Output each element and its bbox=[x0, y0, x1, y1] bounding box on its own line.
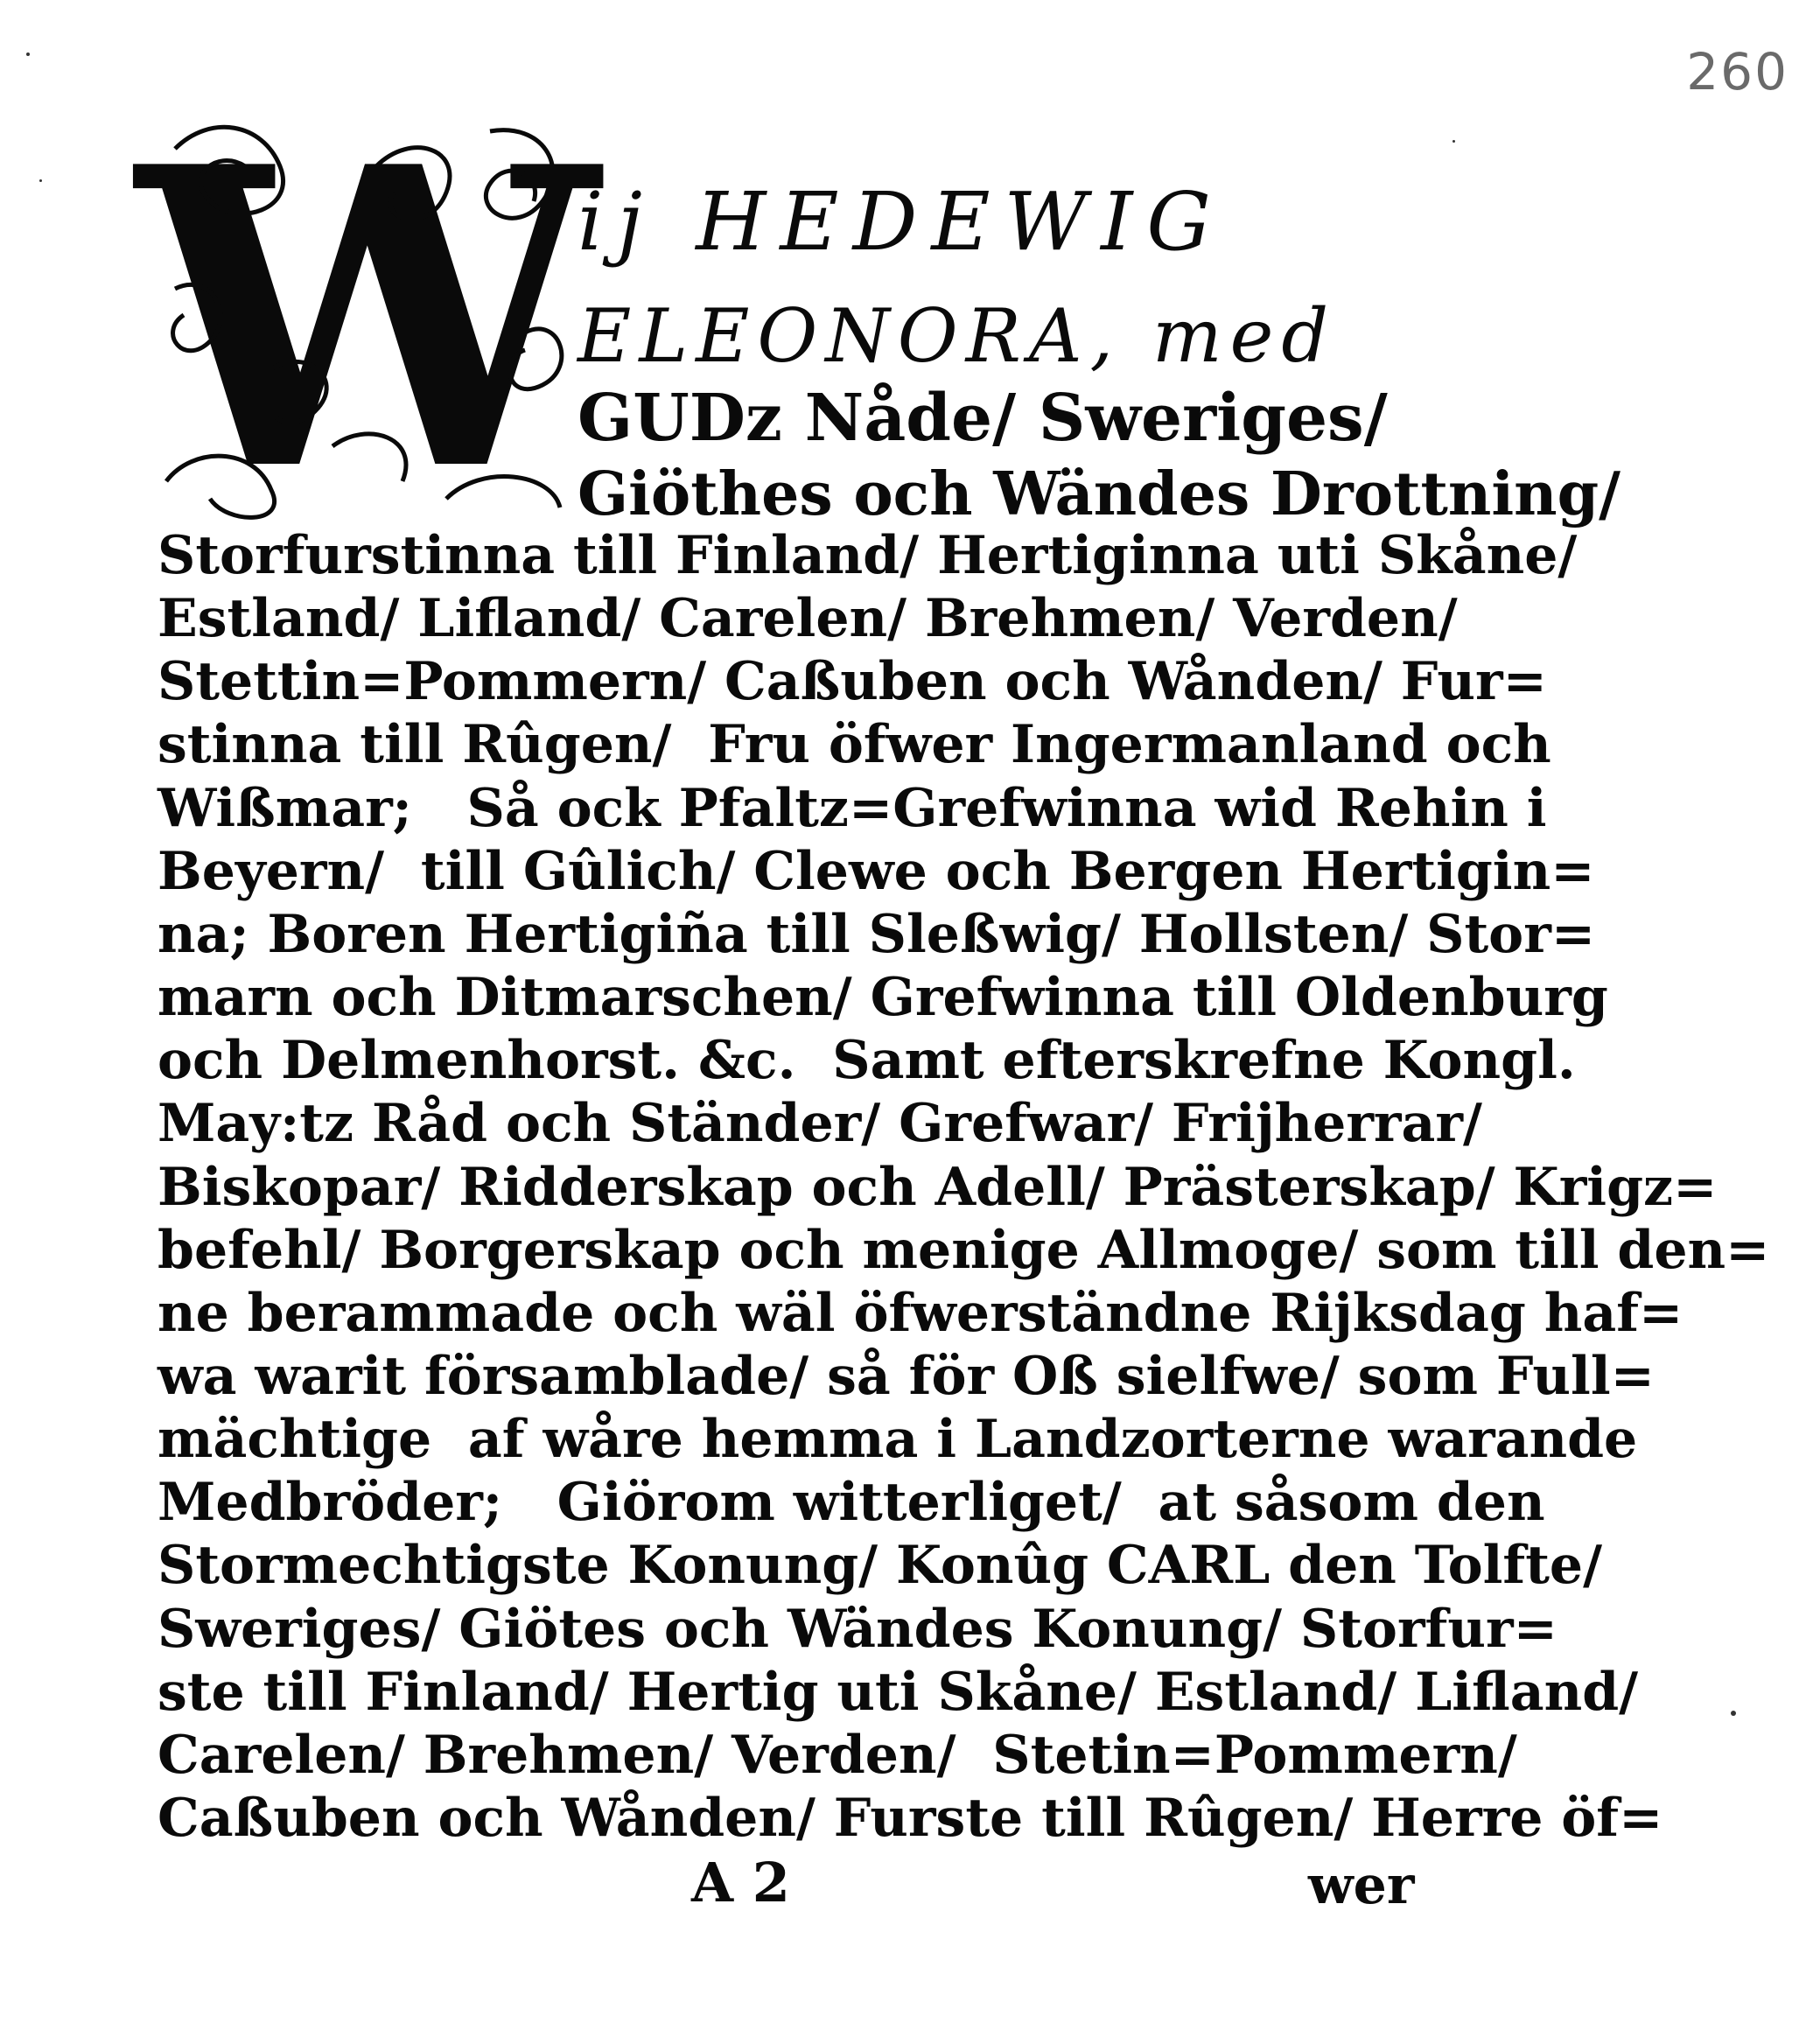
body-line: Carelen/ Brehmen/ Verden/ Stetin=Pommern/ bbox=[158, 1725, 1517, 1786]
body-line: na; Boren Hertigiña till Sleßwig/ Hollsten/ Stor= bbox=[158, 904, 1596, 965]
paper-speck bbox=[26, 52, 30, 56]
heading-line-3: GUDz Nåde/ Sweriges/ bbox=[578, 381, 1388, 456]
signature-mark: A 2 bbox=[691, 1851, 790, 1914]
paper-speck bbox=[1731, 1711, 1736, 1716]
heading-line-1: ij HEDEWIG bbox=[578, 175, 1225, 269]
flourish-ornament-icon bbox=[136, 78, 598, 561]
paper-speck bbox=[39, 179, 42, 182]
body-line: och Delmenhorst. &c. Samt efterskrefne Kongl. bbox=[158, 1030, 1576, 1091]
body-line: wa warit församblade/ så för Oß sielfwe/ som Full= bbox=[158, 1346, 1655, 1407]
folio-number: 260 bbox=[1686, 42, 1788, 102]
body-line: Beyern/ till Gûlich/ Clewe och Bergen Hertigin= bbox=[158, 841, 1595, 902]
body-line: mächtige af wåre hemma i Landzorterne warande bbox=[158, 1409, 1638, 1470]
body-line: ne berammade och wäl öfwerständne Rijksdag haf= bbox=[158, 1283, 1684, 1344]
heading-line-4: Giöthes och Wändes Drottning/ bbox=[578, 459, 1620, 529]
body-line: ste till Finland/ Hertig uti Skåne/ Estland/ Lifland/ bbox=[158, 1662, 1639, 1723]
decorated-initial bbox=[136, 78, 598, 561]
catchword: wer bbox=[1308, 1855, 1415, 1916]
body-line: Caßuben och Wånden/ Furste till Rûgen/ Herre öf= bbox=[158, 1788, 1663, 1849]
heading-line-2: ELEONORA, med bbox=[578, 293, 1337, 379]
body-line: Medbröder; Giörom witterliget/ at såsom den bbox=[158, 1472, 1545, 1533]
body-line: Stettin=Pommern/ Caßuben och Wånden/ Fur= bbox=[158, 651, 1547, 712]
body-line: Estland/ Lifland/ Carelen/ Brehmen/ Verden/ bbox=[158, 588, 1458, 649]
body-line: marn och Ditmarschen/ Grefwinna till Oldenburg bbox=[158, 967, 1608, 1028]
body-line: Biskopar/ Ridderskap och Adell/ Prästerskap/ Krigz= bbox=[158, 1157, 1718, 1218]
initial-letter: W bbox=[136, 78, 598, 561]
body-line: May:tz Råd och Ständer/ Grefwar/ Frijherrar/ bbox=[158, 1093, 1482, 1154]
body-line: Wißmar; Så ock Pfaltz=Grefwinna wid Rehin i bbox=[158, 778, 1547, 839]
paper-speck bbox=[1452, 140, 1455, 143]
body-line: Storfurstinna till Finland/ Hertiginna uti Skåne/ bbox=[158, 525, 1578, 586]
body-line: Sweriges/ Giötes och Wändes Konung/ Storfur= bbox=[158, 1599, 1558, 1660]
body-line: stinna till Rûgen/ Fru öfwer Ingermanland och bbox=[158, 714, 1551, 775]
body-line: Stormechtigste Konung/ Konûg CARL den Tolfte/ bbox=[158, 1535, 1602, 1596]
body-line: befehl/ Borgerskap och menige Allmoge/ som till den= bbox=[158, 1220, 1770, 1281]
